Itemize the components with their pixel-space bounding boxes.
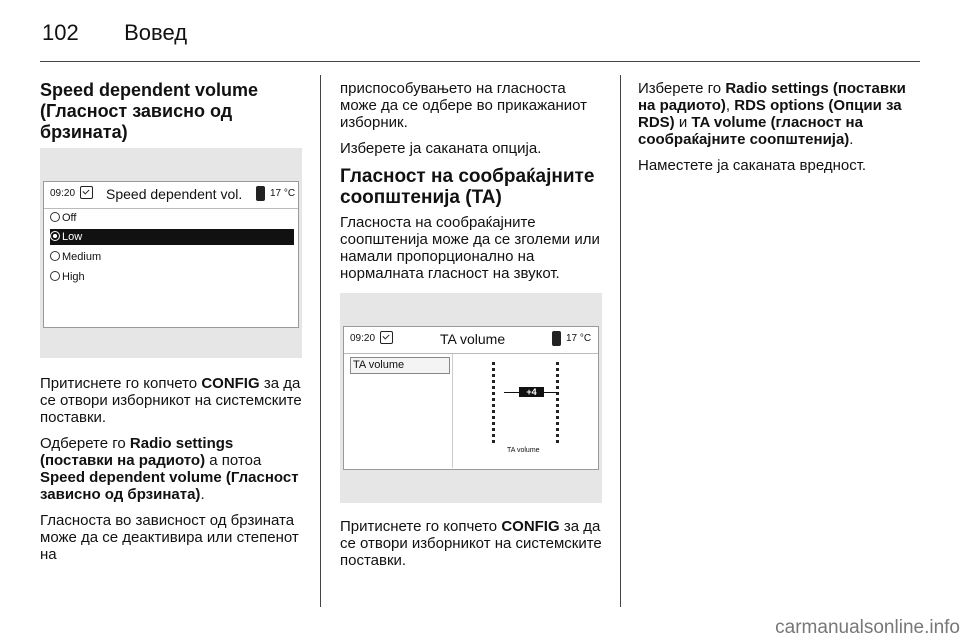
paragraph: приспособувањето на гласноста може да се одбере во прикажаниот изборник. bbox=[340, 80, 587, 131]
volume-caption: TA volume bbox=[507, 447, 540, 454]
display-temp: 17 °C bbox=[566, 333, 592, 344]
display-screen bbox=[43, 181, 299, 328]
scale-tick bbox=[492, 362, 495, 365]
column-divider-1 bbox=[320, 75, 321, 607]
paragraph: Притиснете го копчето CONFIG за да се отвори изборникот на системските поставки. bbox=[340, 518, 602, 569]
column-1 bbox=[40, 80, 302, 149]
scale-tick bbox=[492, 374, 495, 377]
section-heading-speed-volume: Speed dependent volume (Гласност зависно од брзината) bbox=[40, 80, 259, 142]
option-low[interactable]: Low bbox=[50, 229, 294, 245]
scale-tick bbox=[492, 410, 495, 413]
option-high[interactable]: High bbox=[50, 269, 290, 285]
thermometer-icon bbox=[552, 331, 561, 346]
display-temp: 17 °C bbox=[270, 188, 296, 199]
scale-tick bbox=[556, 440, 559, 443]
radio-icon bbox=[50, 212, 60, 222]
scale-tick bbox=[492, 416, 495, 419]
volume-value-marker[interactable]: +4 bbox=[519, 387, 544, 397]
scale-tick bbox=[492, 386, 495, 389]
column-3 bbox=[638, 80, 908, 183]
scale-tick bbox=[556, 410, 559, 413]
display-time: 09:20 bbox=[50, 188, 76, 199]
scale-tick bbox=[556, 398, 559, 401]
section-heading-ta: Гласност на сообраќајните соопштенија (TA) bbox=[340, 166, 595, 208]
scale-tick bbox=[492, 398, 495, 401]
column-2 bbox=[340, 80, 605, 291]
scale-tick bbox=[556, 404, 559, 407]
watermark: carmanualsonline.info bbox=[775, 617, 960, 638]
radio-selected-icon bbox=[50, 231, 60, 241]
scale-tick bbox=[556, 386, 559, 389]
display-title: Speed dependent vol. bbox=[106, 186, 243, 202]
scale-tick bbox=[492, 368, 495, 371]
paragraph: Изберете ја саканата опција. bbox=[340, 140, 542, 157]
display-time: 09:20 bbox=[350, 333, 376, 344]
display-title: TA volume bbox=[440, 331, 506, 347]
scale-tick bbox=[492, 380, 495, 383]
column-1-body bbox=[40, 375, 305, 572]
section-title: Вовед bbox=[124, 20, 188, 45]
scale-tick bbox=[492, 428, 495, 431]
page-number: 102 bbox=[42, 20, 79, 45]
option-medium[interactable]: Medium bbox=[50, 249, 290, 265]
paragraph: Гласноста во зависност од брзината може да се деактивира или степенот на bbox=[40, 512, 299, 563]
paragraph: Одберете го Radio settings (поставки на радиото) а потоа Speed dependent volume (Гласност зависно од брзината). bbox=[40, 435, 299, 503]
scale-tick bbox=[492, 434, 495, 437]
radio-icon bbox=[50, 271, 60, 281]
scale-tick bbox=[556, 362, 559, 365]
scale-tick bbox=[556, 374, 559, 377]
scale-tick bbox=[556, 428, 559, 431]
paragraph: Притиснете го копчето CONFIG за да се отвори изборникот на системските поставки. bbox=[40, 375, 302, 426]
radio-icon bbox=[50, 251, 60, 261]
paragraph: Наместете ја саканата вредност. bbox=[638, 157, 867, 174]
scale-tick bbox=[492, 422, 495, 425]
screen-illustration-speed-volume bbox=[40, 148, 302, 358]
thermometer-icon bbox=[256, 186, 265, 201]
display-topbar bbox=[44, 182, 298, 209]
clock-icon bbox=[380, 331, 393, 344]
display-topbar bbox=[344, 327, 598, 354]
scale-tick bbox=[556, 434, 559, 437]
page-header bbox=[42, 20, 187, 46]
scale-tick bbox=[556, 368, 559, 371]
scale-tick bbox=[492, 404, 495, 407]
column-divider-2 bbox=[620, 75, 621, 607]
scale-tick bbox=[492, 392, 495, 395]
display-screen bbox=[343, 326, 599, 470]
scale-tick bbox=[556, 380, 559, 383]
option-off[interactable]: Off bbox=[50, 210, 290, 226]
scale-tick bbox=[492, 440, 495, 443]
screen-illustration-ta-volume bbox=[340, 293, 602, 503]
clock-icon bbox=[80, 186, 93, 199]
scale-tick bbox=[556, 416, 559, 419]
ta-volume-item[interactable]: TA volume bbox=[350, 357, 450, 374]
panel-divider bbox=[452, 354, 453, 468]
header-rule bbox=[40, 61, 920, 62]
column-2-body bbox=[340, 518, 605, 578]
paragraph: Гласноста на сообраќајните соопштенија може да се зголеми или намали пропорционално на нормалната гласност на звукот. bbox=[340, 214, 600, 282]
scale-tick bbox=[556, 422, 559, 425]
paragraph: Изберете го Radio settings (поставки на радиото), RDS options (Опции за RDS) и TA volume (гласност на сообраќајните соопштенија). bbox=[638, 80, 906, 148]
